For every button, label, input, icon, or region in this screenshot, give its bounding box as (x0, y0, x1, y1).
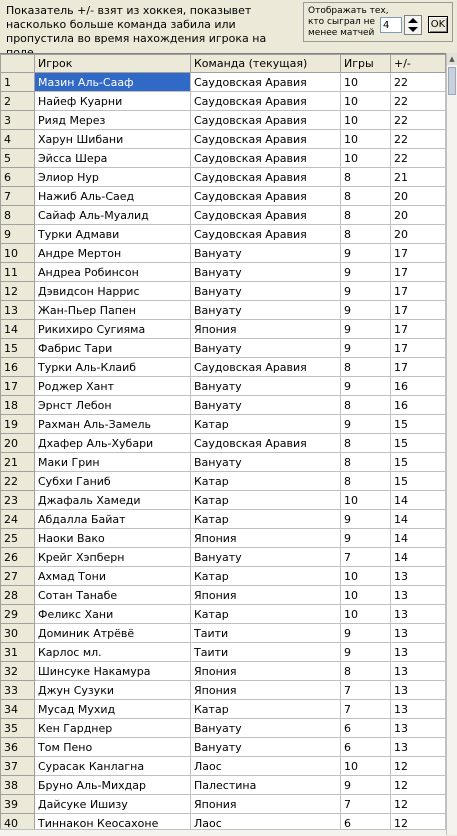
plus-minus-cell[interactable]: 16 (391, 377, 446, 396)
row-number: 6 (1, 168, 35, 187)
table-row[interactable] (1, 700, 446, 719)
plus-minus-cell[interactable]: 13 (391, 567, 446, 586)
player-cell[interactable]: Эйсса Шера (35, 149, 191, 168)
plus-minus-cell[interactable]: 14 (391, 491, 446, 510)
team-cell[interactable]: Таити (191, 643, 341, 662)
plus-minus-cell[interactable]: 22 (391, 130, 446, 149)
games-cell[interactable]: 8 (341, 358, 391, 377)
team-cell[interactable]: Катар (191, 700, 341, 719)
table-row[interactable] (1, 434, 446, 453)
plus-minus-cell[interactable]: 17 (391, 339, 446, 358)
team-cell[interactable]: Вануату (191, 377, 341, 396)
games-cell[interactable]: 9 (341, 624, 391, 643)
row-number: 9 (1, 225, 35, 244)
plus-minus-cell[interactable]: 20 (391, 206, 446, 225)
games-cell[interactable]: 9 (341, 339, 391, 358)
player-cell[interactable]: Эрнст Лебон (35, 396, 191, 415)
player-cell[interactable]: Сотан Танабе (35, 586, 191, 605)
player-cell[interactable]: Фабрис Тари (35, 339, 191, 358)
games-cell[interactable]: 8 (341, 225, 391, 244)
team-cell[interactable]: Катар (191, 605, 341, 624)
row-number: 7 (1, 187, 35, 206)
table-row[interactable] (1, 130, 446, 149)
scroll-thumb[interactable] (448, 67, 456, 95)
player-cell[interactable]: Бруно Аль-Михдар (35, 776, 191, 795)
player-cell[interactable]: Мазин Аль-Сааф (35, 73, 191, 92)
table-row[interactable] (1, 605, 446, 624)
header-rownum (1, 55, 35, 73)
team-cell[interactable]: Вануату (191, 301, 341, 320)
header-row (1, 55, 446, 73)
team-cell[interactable]: Саудовская Аравия (191, 358, 341, 377)
games-cell[interactable]: 10 (341, 586, 391, 605)
games-cell[interactable]: 8 (341, 472, 391, 491)
plus-minus-cell[interactable]: 20 (391, 187, 446, 206)
table-row[interactable] (1, 548, 446, 567)
player-cell[interactable]: Роджер Хант (35, 377, 191, 396)
table-row[interactable] (1, 358, 446, 377)
min-matches-label: Отображать тех, кто сыграл не менее матчей (308, 6, 389, 38)
player-cell[interactable]: Турки Аль-Клаиб (35, 358, 191, 377)
player-cell[interactable]: Карлос мл. (35, 643, 191, 662)
header-games[interactable]: Игры (341, 55, 391, 73)
player-cell[interactable]: Жан-Пьер Папен (35, 301, 191, 320)
row-number: 28 (1, 586, 35, 605)
player-cell[interactable]: Харун Шибани (35, 130, 191, 149)
team-cell[interactable]: Саудовская Аравия (191, 130, 341, 149)
plus-minus-cell[interactable]: 13 (391, 738, 446, 757)
team-cell[interactable]: Саудовская Аравия (191, 206, 341, 225)
table-row[interactable] (1, 339, 446, 358)
team-cell[interactable]: Саудовская Аравия (191, 149, 341, 168)
table-row[interactable] (1, 377, 446, 396)
team-cell[interactable]: Катар (191, 510, 341, 529)
plus-minus-cell[interactable]: 17 (391, 263, 446, 282)
team-cell[interactable]: Япония (191, 529, 341, 548)
table-row[interactable] (1, 491, 446, 510)
row-number: 19 (1, 415, 35, 434)
row-number: 36 (1, 738, 35, 757)
table-row[interactable] (1, 263, 446, 282)
plus-minus-cell[interactable]: 21 (391, 168, 446, 187)
plus-minus-cell[interactable]: 15 (391, 434, 446, 453)
team-cell[interactable]: Лаос (191, 757, 341, 776)
games-cell[interactable]: 6 (341, 738, 391, 757)
row-number: 37 (1, 757, 35, 776)
player-cell[interactable]: Турки Адмави (35, 225, 191, 244)
table-row[interactable] (1, 757, 446, 776)
row-number: 1 (1, 73, 35, 92)
games-cell[interactable]: 10 (341, 130, 391, 149)
table-row[interactable] (1, 282, 446, 301)
team-cell[interactable]: Катар (191, 472, 341, 491)
plus-minus-cell[interactable]: 15 (391, 472, 446, 491)
row-number: 18 (1, 396, 35, 415)
table-row[interactable] (1, 111, 446, 130)
player-cell[interactable]: Тиннакон Кеосахоне (35, 814, 191, 833)
row-number: 27 (1, 567, 35, 586)
games-cell[interactable]: 8 (341, 396, 391, 415)
header-team[interactable]: Команда (текущая) (191, 55, 341, 73)
games-cell[interactable]: 10 (341, 73, 391, 92)
player-cell[interactable]: Рахман Аль-Замель (35, 415, 191, 434)
table-row[interactable] (1, 510, 446, 529)
table-row[interactable] (1, 320, 446, 339)
row-number: 34 (1, 700, 35, 719)
plus-minus-cell[interactable]: 13 (391, 586, 446, 605)
row-number: 4 (1, 130, 35, 149)
plus-minus-cell[interactable]: 13 (391, 643, 446, 662)
players-grid[interactable] (0, 53, 446, 836)
table-row[interactable] (1, 719, 446, 738)
table-row[interactable] (1, 149, 446, 168)
row-number: 30 (1, 624, 35, 643)
plus-minus-cell[interactable]: 12 (391, 776, 446, 795)
plus-minus-cell[interactable]: 13 (391, 719, 446, 738)
player-cell[interactable]: Джун Сузуки (35, 681, 191, 700)
row-number: 32 (1, 662, 35, 681)
player-cell[interactable]: Наоки Вако (35, 529, 191, 548)
table-row[interactable] (1, 225, 446, 244)
team-cell[interactable]: Саудовская Аравия (191, 111, 341, 130)
row-number: 29 (1, 605, 35, 624)
plus-minus-cell[interactable]: 22 (391, 111, 446, 130)
table-row[interactable] (1, 301, 446, 320)
player-cell[interactable]: Феликс Хани (35, 605, 191, 624)
row-number: 31 (1, 643, 35, 662)
row-number: 40 (1, 814, 35, 833)
team-cell[interactable]: Саудовская Аравия (191, 92, 341, 111)
team-cell[interactable]: Вануату (191, 282, 341, 301)
table-row[interactable] (1, 415, 446, 434)
row-number: 24 (1, 510, 35, 529)
player-cell[interactable]: Сурасак Канлагна (35, 757, 191, 776)
table-row[interactable] (1, 168, 446, 187)
player-cell[interactable]: Элиор Нур (35, 168, 191, 187)
player-cell[interactable]: Джафаль Хамеди (35, 491, 191, 510)
games-cell[interactable]: 9 (341, 320, 391, 339)
table-row[interactable] (1, 244, 446, 263)
min-matches-input[interactable] (380, 17, 402, 33)
table-row[interactable] (1, 681, 446, 700)
table-row[interactable] (1, 396, 446, 415)
table-row[interactable] (1, 643, 446, 662)
plus-minus-cell[interactable]: 12 (391, 795, 446, 814)
plus-minus-cell[interactable]: 22 (391, 92, 446, 111)
plus-minus-cell[interactable]: 15 (391, 415, 446, 434)
row-number: 14 (1, 320, 35, 339)
row-number: 39 (1, 795, 35, 814)
games-cell[interactable]: 7 (341, 548, 391, 567)
plus-minus-cell[interactable]: 12 (391, 814, 446, 833)
games-cell[interactable]: 10 (341, 491, 391, 510)
plus-minus-cell[interactable]: 16 (391, 396, 446, 415)
row-number: 26 (1, 548, 35, 567)
team-cell[interactable]: Вануату (191, 263, 341, 282)
player-cell[interactable]: Андре Мертон (35, 244, 191, 263)
team-cell[interactable]: Вануату (191, 244, 341, 263)
games-cell[interactable]: 9 (341, 415, 391, 434)
team-cell[interactable]: Саудовская Аравия (191, 187, 341, 206)
plus-minus-cell[interactable]: 17 (391, 282, 446, 301)
row-number: 33 (1, 681, 35, 700)
team-cell[interactable]: Вануату (191, 738, 341, 757)
player-cell[interactable]: Маки Грин (35, 453, 191, 472)
player-cell[interactable]: Сайаф Аль-Муалид (35, 206, 191, 225)
player-cell[interactable]: Мусад Мухид (35, 700, 191, 719)
player-cell[interactable]: Дхафер Аль-Хубари (35, 434, 191, 453)
row-number: 3 (1, 111, 35, 130)
team-cell[interactable]: Япония (191, 795, 341, 814)
plus-minus-cell[interactable]: 14 (391, 529, 446, 548)
row-number: 13 (1, 301, 35, 320)
player-cell[interactable]: Доминик Атрёвё (35, 624, 191, 643)
games-cell[interactable]: 6 (341, 719, 391, 738)
row-number: 35 (1, 719, 35, 738)
plus-minus-cell[interactable]: 14 (391, 510, 446, 529)
team-cell[interactable]: Вануату (191, 548, 341, 567)
team-cell[interactable]: Таити (191, 624, 341, 643)
row-number: 15 (1, 339, 35, 358)
table-row[interactable] (1, 776, 446, 795)
table-row[interactable] (1, 738, 446, 757)
player-cell[interactable]: Дэвидсон Наррис (35, 282, 191, 301)
team-cell[interactable]: Катар (191, 491, 341, 510)
team-cell[interactable]: Япония (191, 681, 341, 700)
games-cell[interactable]: 10 (341, 757, 391, 776)
games-cell[interactable]: 8 (341, 168, 391, 187)
plus-minus-cell[interactable]: 13 (391, 662, 446, 681)
row-number: 38 (1, 776, 35, 795)
plus-minus-cell[interactable]: 15 (391, 453, 446, 472)
team-cell[interactable]: Вануату (191, 453, 341, 472)
plus-minus-cell[interactable]: 17 (391, 244, 446, 263)
plus-minus-cell[interactable]: 22 (391, 73, 446, 92)
row-number: 17 (1, 377, 35, 396)
team-cell[interactable]: Саудовская Аравия (191, 73, 341, 92)
header-player[interactable]: Игрок (35, 55, 191, 73)
games-cell[interactable]: 10 (341, 567, 391, 586)
player-cell[interactable]: Рикихиро Сугияма (35, 320, 191, 339)
table-row[interactable] (1, 73, 446, 92)
plus-minus-cell[interactable]: 13 (391, 624, 446, 643)
games-cell[interactable]: 10 (341, 149, 391, 168)
team-cell[interactable]: Саудовская Аравия (191, 225, 341, 244)
games-cell[interactable]: 6 (341, 814, 391, 833)
plus-minus-cell[interactable]: 22 (391, 149, 446, 168)
plus-minus-cell[interactable]: 17 (391, 301, 446, 320)
games-cell[interactable]: 9 (341, 643, 391, 662)
table-row[interactable] (1, 453, 446, 472)
games-cell[interactable]: 8 (341, 662, 391, 681)
plus-minus-cell[interactable]: 17 (391, 358, 446, 377)
team-cell[interactable]: Вануату (191, 719, 341, 738)
row-number: 8 (1, 206, 35, 225)
team-cell[interactable]: Япония (191, 586, 341, 605)
spin-arrows-icon (405, 16, 421, 34)
team-cell[interactable]: Саудовская Аравия (191, 168, 341, 187)
table-row[interactable] (1, 624, 446, 643)
player-cell[interactable]: Дайсуке Ишизу (35, 795, 191, 814)
plus-minus-cell[interactable]: 13 (391, 681, 446, 700)
row-number: 2 (1, 92, 35, 111)
table-row[interactable] (1, 92, 446, 111)
games-cell[interactable]: 9 (341, 244, 391, 263)
table-row[interactable] (1, 662, 446, 681)
row-number: 12 (1, 282, 35, 301)
games-cell[interactable]: 9 (341, 282, 391, 301)
team-cell[interactable]: Катар (191, 415, 341, 434)
spin-buttons[interactable] (404, 15, 422, 35)
player-cell[interactable]: Рияд Мерез (35, 111, 191, 130)
row-number: 22 (1, 472, 35, 491)
table-row[interactable] (1, 206, 446, 225)
team-cell[interactable]: Катар (191, 567, 341, 586)
games-cell[interactable]: 8 (341, 206, 391, 225)
table-row[interactable] (1, 567, 446, 586)
games-cell[interactable]: 9 (341, 510, 391, 529)
plus-minus-cell[interactable]: 12 (391, 757, 446, 776)
games-cell[interactable]: 9 (341, 776, 391, 795)
games-cell[interactable]: 8 (341, 187, 391, 206)
plus-minus-cell[interactable]: 13 (391, 700, 446, 719)
games-cell[interactable]: 9 (341, 263, 391, 282)
plus-minus-cell[interactable]: 20 (391, 225, 446, 244)
description-text: Показатель +/- взят из хоккея, показывет насколько больше команда забила или пропустила во время нахождения игрока на (6, 4, 267, 45)
team-cell[interactable]: Саудовская Аравия (191, 434, 341, 453)
scroll-up-icon[interactable]: ▲ (447, 53, 457, 65)
games-cell[interactable]: 10 (341, 111, 391, 130)
games-cell[interactable]: 7 (341, 681, 391, 700)
row-number: 10 (1, 244, 35, 263)
vertical-scrollbar[interactable] (446, 53, 457, 835)
plus-minus-cell[interactable]: 14 (391, 548, 446, 567)
row-number: 11 (1, 263, 35, 282)
plus-minus-cell[interactable]: 17 (391, 320, 446, 339)
table-row[interactable] (1, 472, 446, 491)
header-plus-minus[interactable]: +/- (391, 55, 446, 73)
games-cell[interactable]: 10 (341, 92, 391, 111)
team-cell[interactable]: Вануату (191, 339, 341, 358)
games-cell[interactable]: 9 (341, 377, 391, 396)
player-cell[interactable]: Субхи Ганиб (35, 472, 191, 491)
player-cell[interactable]: Крейг Хэпберн (35, 548, 191, 567)
games-cell[interactable]: 8 (341, 453, 391, 472)
games-cell[interactable]: 7 (341, 795, 391, 814)
row-number: 21 (1, 453, 35, 472)
player-cell[interactable]: Ахмад Тони (35, 567, 191, 586)
player-cell[interactable]: Том Пено (35, 738, 191, 757)
player-cell[interactable]: Кен Гарднер (35, 719, 191, 738)
player-cell[interactable]: Абдалла Байат (35, 510, 191, 529)
row-number: 23 (1, 491, 35, 510)
table-row[interactable] (1, 795, 446, 814)
team-cell[interactable]: Япония (191, 662, 341, 681)
player-cell[interactable]: Андреа Робинсон (35, 263, 191, 282)
team-cell[interactable]: Лаос (191, 814, 341, 833)
ok-button[interactable]: OK (428, 16, 448, 33)
row-number: 5 (1, 149, 35, 168)
row-number: 20 (1, 434, 35, 453)
player-cell[interactable]: Нажиб Аль-Саед (35, 187, 191, 206)
team-cell[interactable]: Палестина (191, 776, 341, 795)
games-cell[interactable]: 9 (341, 301, 391, 320)
row-number: 25 (1, 529, 35, 548)
team-cell[interactable]: Вануату (191, 396, 341, 415)
games-cell[interactable]: 8 (341, 434, 391, 453)
table-row[interactable] (1, 529, 446, 548)
player-cell[interactable]: Найеф Куарни (35, 92, 191, 111)
games-cell[interactable]: 10 (341, 605, 391, 624)
min-matches-filter (303, 2, 453, 42)
games-cell[interactable]: 9 (341, 529, 391, 548)
player-cell[interactable]: Шинсуке Накамура (35, 662, 191, 681)
table-row[interactable] (1, 187, 446, 206)
row-number: 16 (1, 358, 35, 377)
table-row[interactable] (1, 586, 446, 605)
team-cell[interactable]: Япония (191, 320, 341, 339)
games-cell[interactable]: 7 (341, 700, 391, 719)
plus-minus-cell[interactable]: 13 (391, 605, 446, 624)
